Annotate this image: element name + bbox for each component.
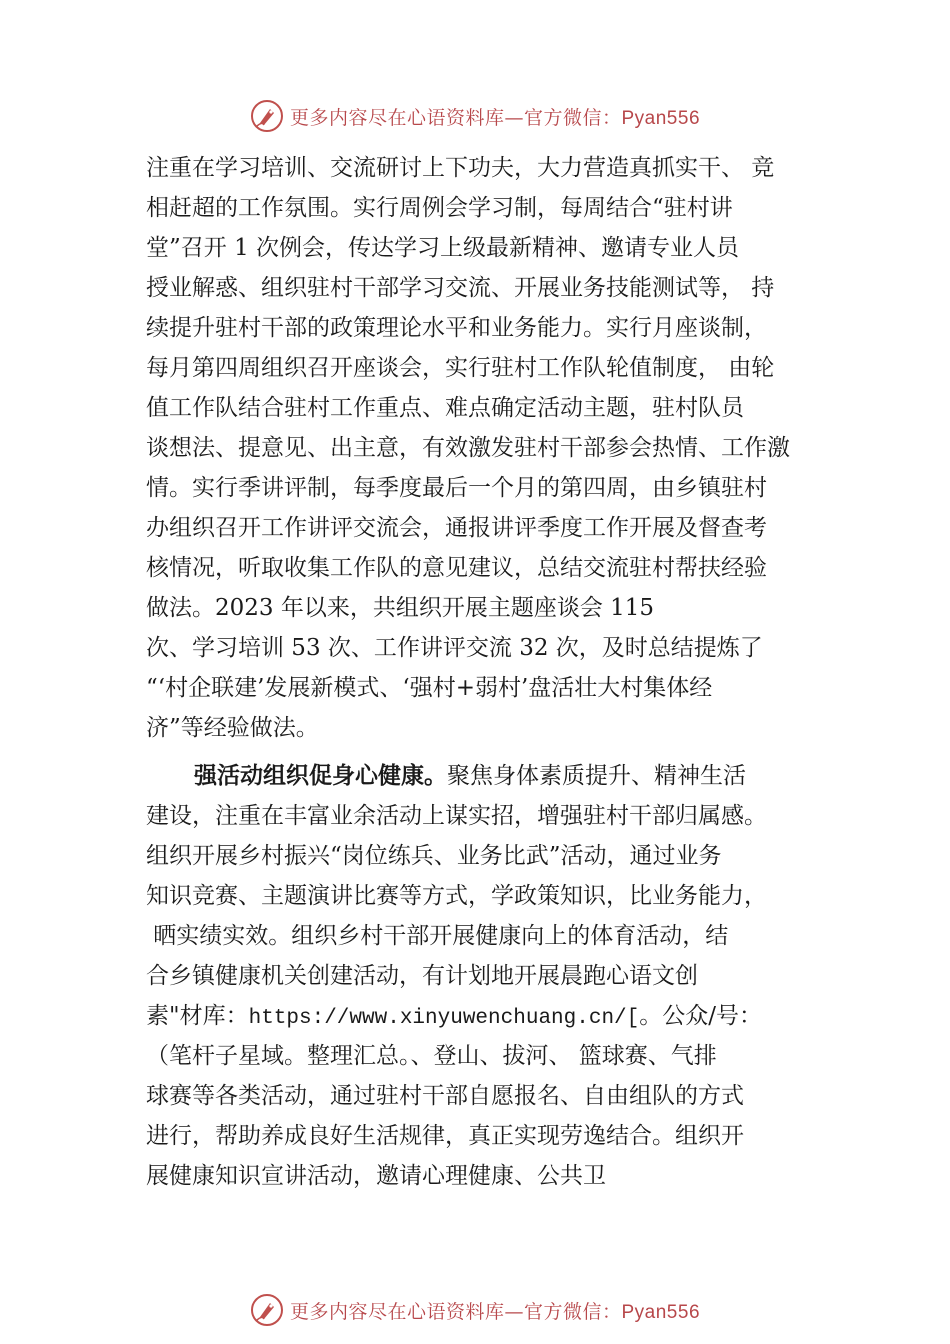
text-line: 续提升驻村干部的政策理论水平和业务能力。实行月座谈制， (146, 315, 767, 341)
text-run: 素"材库： (146, 1003, 249, 1029)
paragraph-heading: 强活动组织促身心健康。 (194, 763, 447, 789)
text-line: 相赶超的工作氛围。实行周例会学习制，每周结合“驻村讲 (146, 195, 733, 221)
text-line: 注重在学习培训、交流研讨上下功夫，大力营造真抓实干、 竞 (146, 155, 775, 181)
text-line: 堂”召开 1 次例会，传达学习上级最新精神、邀请专业人员 (146, 235, 740, 261)
pen-nib-logo-icon (250, 1293, 284, 1327)
text-run: 。公众/号： (639, 1003, 763, 1029)
header-watermark (0, 96, 950, 136)
footer-watermark (0, 1290, 950, 1330)
text-line: “‘村企联建’发展新模式、‘强村+弱村’盘活壮大村集体经 (146, 675, 713, 701)
watermark-text: 更多内容尽在心语资料库—官方微信：Pyan556 (289, 106, 701, 129)
text-line: 展健康知识宣讲活动，邀请心理健康、公共卫 (146, 1163, 606, 1189)
text-line: （笔杆子星域。整理汇总。、登山、拔河、 篮球赛、气排 (146, 1043, 717, 1069)
url-text: https://www.xinyuwenchuang.cn/[ (248, 1007, 640, 1030)
text-line: 核情况，听取收集工作队的意见建议，总结交流驻村帮扶经验 (146, 555, 767, 581)
text-line: 合乡镇健康机关创建活动，有计划地开展晨跑心语文创 (146, 963, 698, 989)
text-line: 济”等经验做法。 (146, 715, 319, 741)
watermark-text: 更多内容尽在心语资料库—官方微信：Pyan556 (289, 1300, 701, 1323)
text-line: 次、学习培训 53 次、工作讲评交流 32 次，及时总结提炼了 (146, 635, 763, 661)
text-line: 组织开展乡村振兴“岗位练兵、业务比武”活动，通过业务 (146, 843, 722, 869)
paragraph-2 (146, 756, 826, 1196)
text-line: 办组织召开工作讲评交流会，通报讲评季度工作开展及督查考 (146, 515, 767, 541)
text-line: 做法。2023 年以来，共组织开展主题座谈会 115 (146, 595, 655, 621)
text-line: 知识竞赛、主题演讲比赛等方式，学政策知识，比业务能力， (146, 883, 767, 909)
text-line: 晒实绩实效。组织乡村干部开展健康向上的体育活动，结 (146, 923, 729, 949)
url-line (146, 996, 826, 1036)
text-line: 授业解惑、组织驻村干部学习交流、开展业务技能测试等， 持 (146, 275, 775, 301)
text-line: 每月第四周组织召开座谈会，实行驻村工作队轮值制度， 由轮 (146, 355, 775, 381)
text-line: 球赛等各类活动，通过驻村干部自愿报名、自由组队的方式 (146, 1083, 744, 1109)
text-line: 值工作队结合驻村工作重点、难点确定活动主题，驻村队员 (146, 395, 744, 421)
text-line: 谈想法、提意见、出主意，有效激发驻村干部参会热情、工作激 (146, 435, 790, 461)
document-body (146, 148, 826, 1196)
text-line: 情。实行季讲评制，每季度最后一个月的第四周，由乡镇驻村 (146, 475, 767, 501)
text-run: 聚焦身体素质提升、精神生活 (447, 763, 746, 789)
text-line: 建设，注重在丰富业余活动上谋实招，增强驻村干部归属感。 (146, 803, 767, 829)
pen-nib-logo-icon (250, 99, 284, 133)
paragraph-2-first-line (146, 756, 826, 796)
text-line: 进行，帮助养成良好生活规律，真正实现劳逸结合。组织开 (146, 1123, 744, 1149)
paragraph-1 (146, 148, 826, 748)
